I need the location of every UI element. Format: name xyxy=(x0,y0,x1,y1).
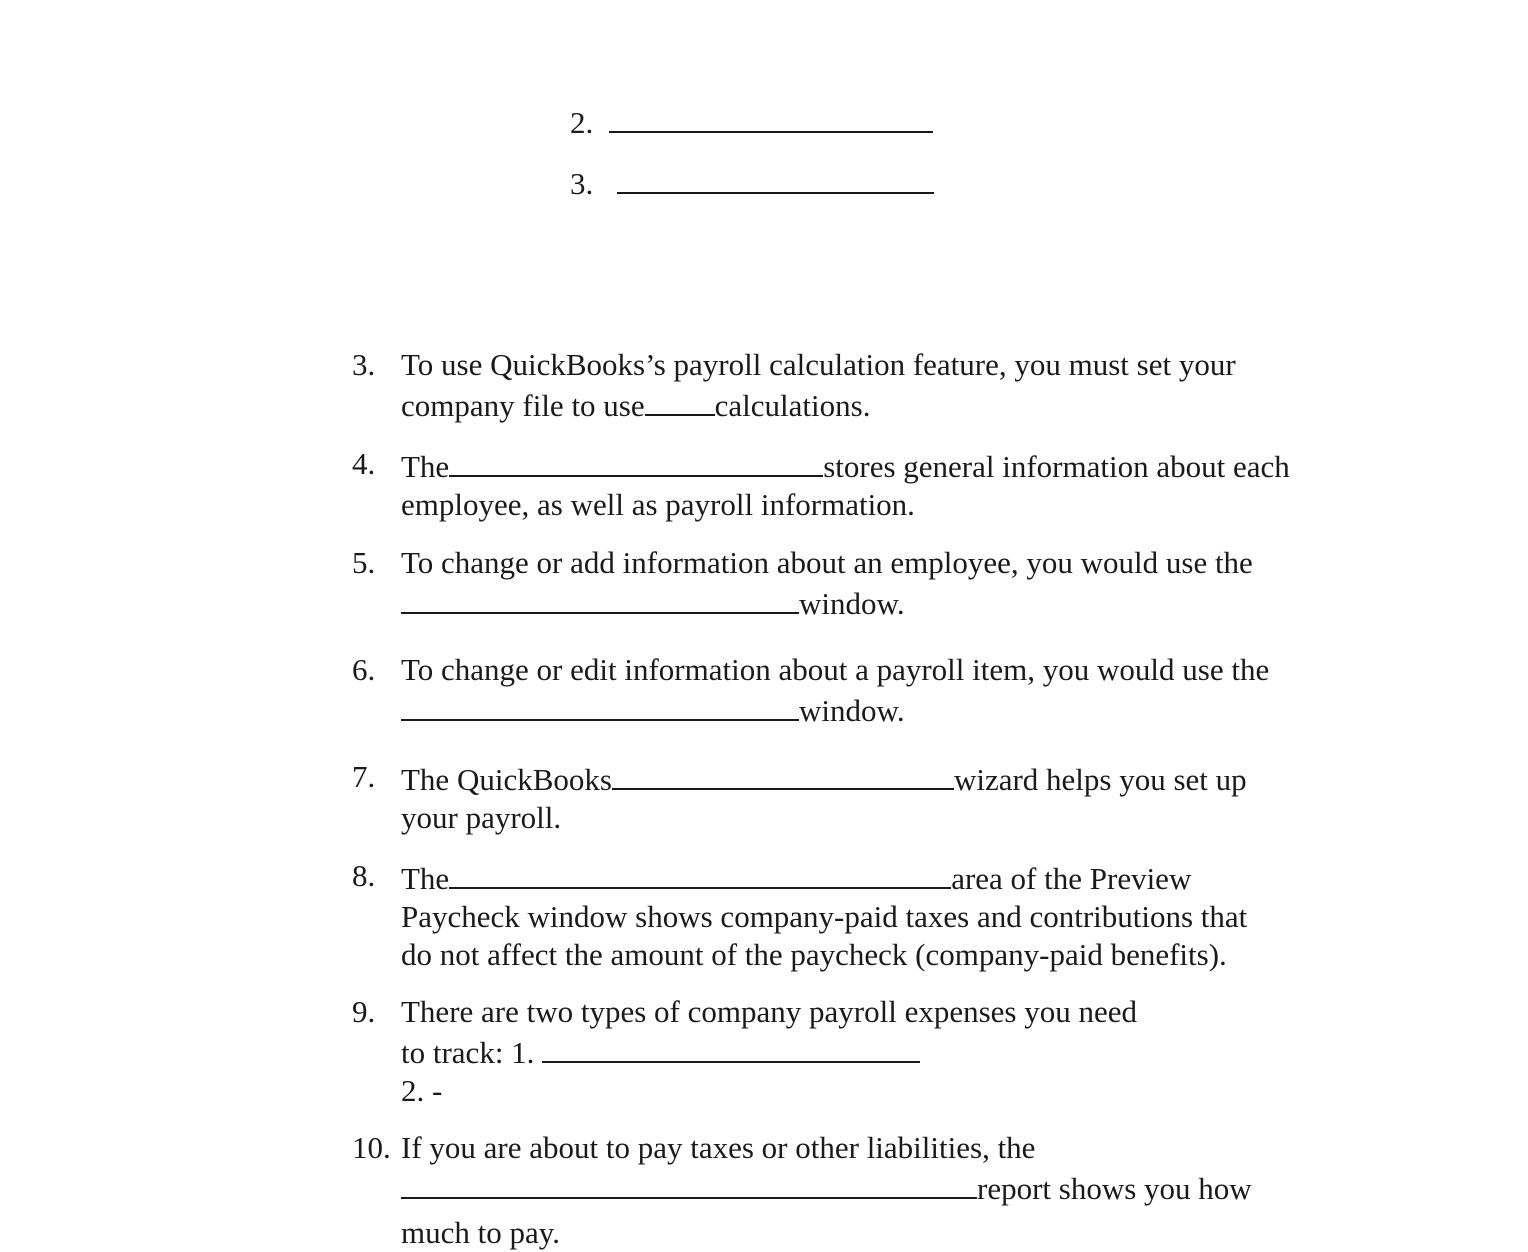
question-line xyxy=(401,857,1351,898)
question-number: 5. xyxy=(352,545,376,580)
question-text-segment: window. xyxy=(799,586,905,621)
question-text-segment: area of the Preview xyxy=(951,861,1192,896)
top-list-number: 2. xyxy=(570,105,594,140)
question-line xyxy=(401,582,1351,623)
question-text xyxy=(401,993,1351,1110)
top-list-item-2 xyxy=(570,101,933,142)
answer-blank[interactable] xyxy=(401,582,799,614)
question-line: To use QuickBooks’s payroll calculation feature, you must set your xyxy=(401,347,1236,382)
answer-blank[interactable] xyxy=(401,1167,977,1199)
question-line: your payroll. xyxy=(401,800,562,835)
question-text-segment: window. xyxy=(799,693,905,728)
question-text-segment: The QuickBooks xyxy=(401,762,612,797)
question-number: 4. xyxy=(352,446,376,481)
question-number: 6. xyxy=(352,652,376,687)
question-number: 8. xyxy=(352,858,376,893)
answer-blank[interactable] xyxy=(617,162,934,194)
answer-blank[interactable] xyxy=(612,758,954,790)
answer-blank[interactable] xyxy=(609,101,933,133)
answer-blank[interactable] xyxy=(449,857,951,889)
question-text xyxy=(401,857,1351,974)
question-line: Paycheck window shows company-paid taxes and contributions that xyxy=(401,899,1248,934)
answer-blank[interactable] xyxy=(542,1031,920,1063)
question-text-segment: The xyxy=(401,449,450,484)
top-list-item-3 xyxy=(570,162,934,203)
question-text xyxy=(401,758,1351,837)
question-text-segment: report shows you how xyxy=(977,1171,1252,1206)
question-line: If you are about to pay taxes or other liabilities, the xyxy=(401,1130,1036,1165)
question-line xyxy=(401,758,1351,799)
answer-blank[interactable] xyxy=(449,445,823,477)
question-text-segment: stores general information about each xyxy=(823,449,1290,484)
question-line: do not affect the amount of the paycheck (company-paid benefits). xyxy=(401,937,1227,972)
question-line xyxy=(401,445,1351,486)
question-text xyxy=(401,346,1351,425)
answer-blank[interactable] xyxy=(645,384,715,416)
question-text-segment: wizard helps you set up xyxy=(953,762,1247,797)
question-line xyxy=(401,689,1351,730)
question-line: much to pay. xyxy=(401,1215,560,1250)
question-text xyxy=(401,1129,1351,1252)
question-number: 10. xyxy=(352,1130,391,1165)
answer-blank[interactable] xyxy=(401,689,799,721)
question-line: To change or edit information about a payroll item, you would use the xyxy=(401,652,1270,687)
question-line: employee, as well as payroll information. xyxy=(401,487,915,522)
question-text xyxy=(401,651,1351,730)
question-text-segment: to track: 1. xyxy=(401,1035,535,1070)
question-line xyxy=(401,384,1351,425)
question-text-segment: company file to use xyxy=(401,388,645,423)
question-text-segment: The xyxy=(401,861,450,896)
question-text-segment: calculations. xyxy=(714,388,871,423)
question-number: 3. xyxy=(352,347,376,382)
question-text xyxy=(401,544,1351,623)
question-text xyxy=(401,445,1351,524)
question-line xyxy=(401,1167,1351,1208)
question-line: 2. - xyxy=(401,1073,443,1108)
question-line: To change or add information about an employee, you would use the xyxy=(401,545,1253,580)
question-line xyxy=(401,1031,1351,1072)
question-number: 7. xyxy=(352,759,376,794)
top-list-number: 3. xyxy=(570,166,594,201)
question-line: There are two types of company payroll expenses you need xyxy=(401,994,1137,1029)
question-number: 9. xyxy=(352,994,376,1029)
